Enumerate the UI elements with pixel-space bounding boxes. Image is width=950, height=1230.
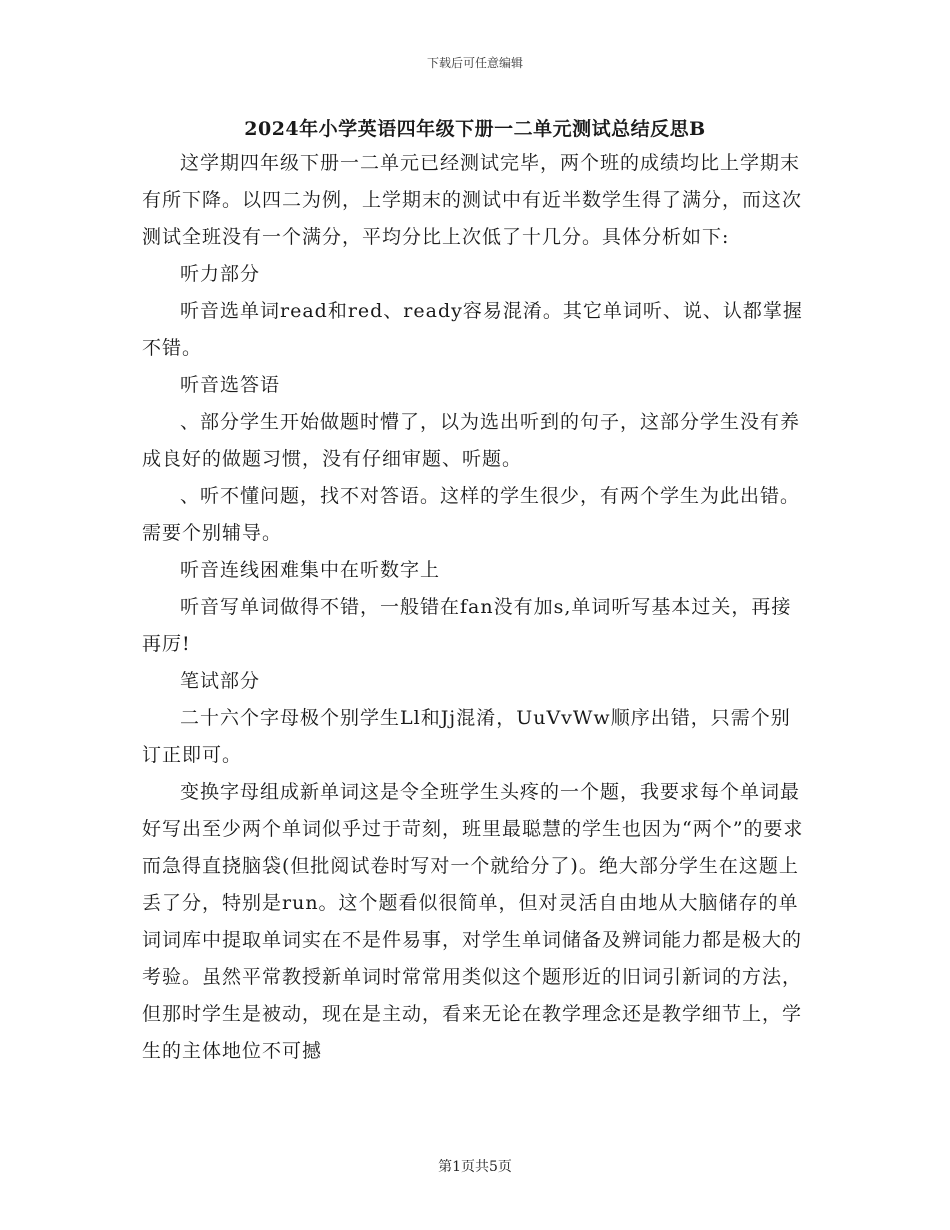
paragraph-word-formation: 变换字母组成新单词这是令全班学生头疼的一个题，我要求每个单词最好写出至少两个单词似乎过于苛刻，班里最聪慧的学生也因为“两个”的要求而急得直挠脑袋(但批阅试卷时写对一个就给分了)。绝大部分学生在这题上丢了分，特别是run。这个题看似很简单，但对灵活自由地从大脑储存的单词词库中提取单词实在不是件易事，对学生单词储备及辨词能力都是极大的考验。虽然平常教授新单词时常常用类似这个题形近的旧词引新词的方法，但那时学生是被动，现在是主动，看来无论在教学理念还是教学细节上，学生的主体地位不可撼 — [142, 781, 804, 1062]
paragraph-answer-point-1: 、部分学生开始做题时懵了，以为选出听到的句子，这部分学生没有养成良好的做题习惯，没有仔细审题、听题。 — [142, 411, 801, 470]
heading-listening: 听力部分 — [180, 263, 261, 285]
heading-listen-choose-answer: 听音选答语 — [180, 374, 281, 396]
header-note: 下载后可任意编辑 — [426, 56, 523, 70]
page-footer: 第1页共5页 — [438, 1159, 512, 1175]
paragraph-answer-point-2: 、听不懂问题，找不对答语。这样的学生很少，有两个学生为此出错。需要个别辅导。 — [142, 485, 801, 544]
document-title: 2024年小学英语四年级下册一二单元测试总结反思B — [244, 118, 706, 140]
paragraph-intro: 这学期四年级下册一二单元已经测试完毕，两个班的成绩均比上学期末有所下降。以四二为例，上学期末的测试中有近半数学生得了满分，而这次测试全班没有一个满分，平均分比上次低了十几分。具体分析如下: — [142, 152, 803, 248]
paragraph-alphabet: 二十六个字母极个别学生Ll和Jj混淆，UuVvWw顺序出错，只需个别订正即可。 — [142, 707, 791, 766]
heading-written: 笔试部分 — [180, 670, 261, 692]
document-body — [142, 145, 807, 1070]
paragraph-listen-choose-word: 听音选单词read和red、ready容易混淆。其它单词听、说、认都掌握不错。 — [142, 300, 803, 359]
paragraph-listen-write: 听音写单词做得不错，一般错在fan没有加s,单词听写基本过关，再接再厉! — [142, 596, 792, 655]
paragraph-listen-match: 听音连线困难集中在听数字上 — [180, 559, 441, 581]
